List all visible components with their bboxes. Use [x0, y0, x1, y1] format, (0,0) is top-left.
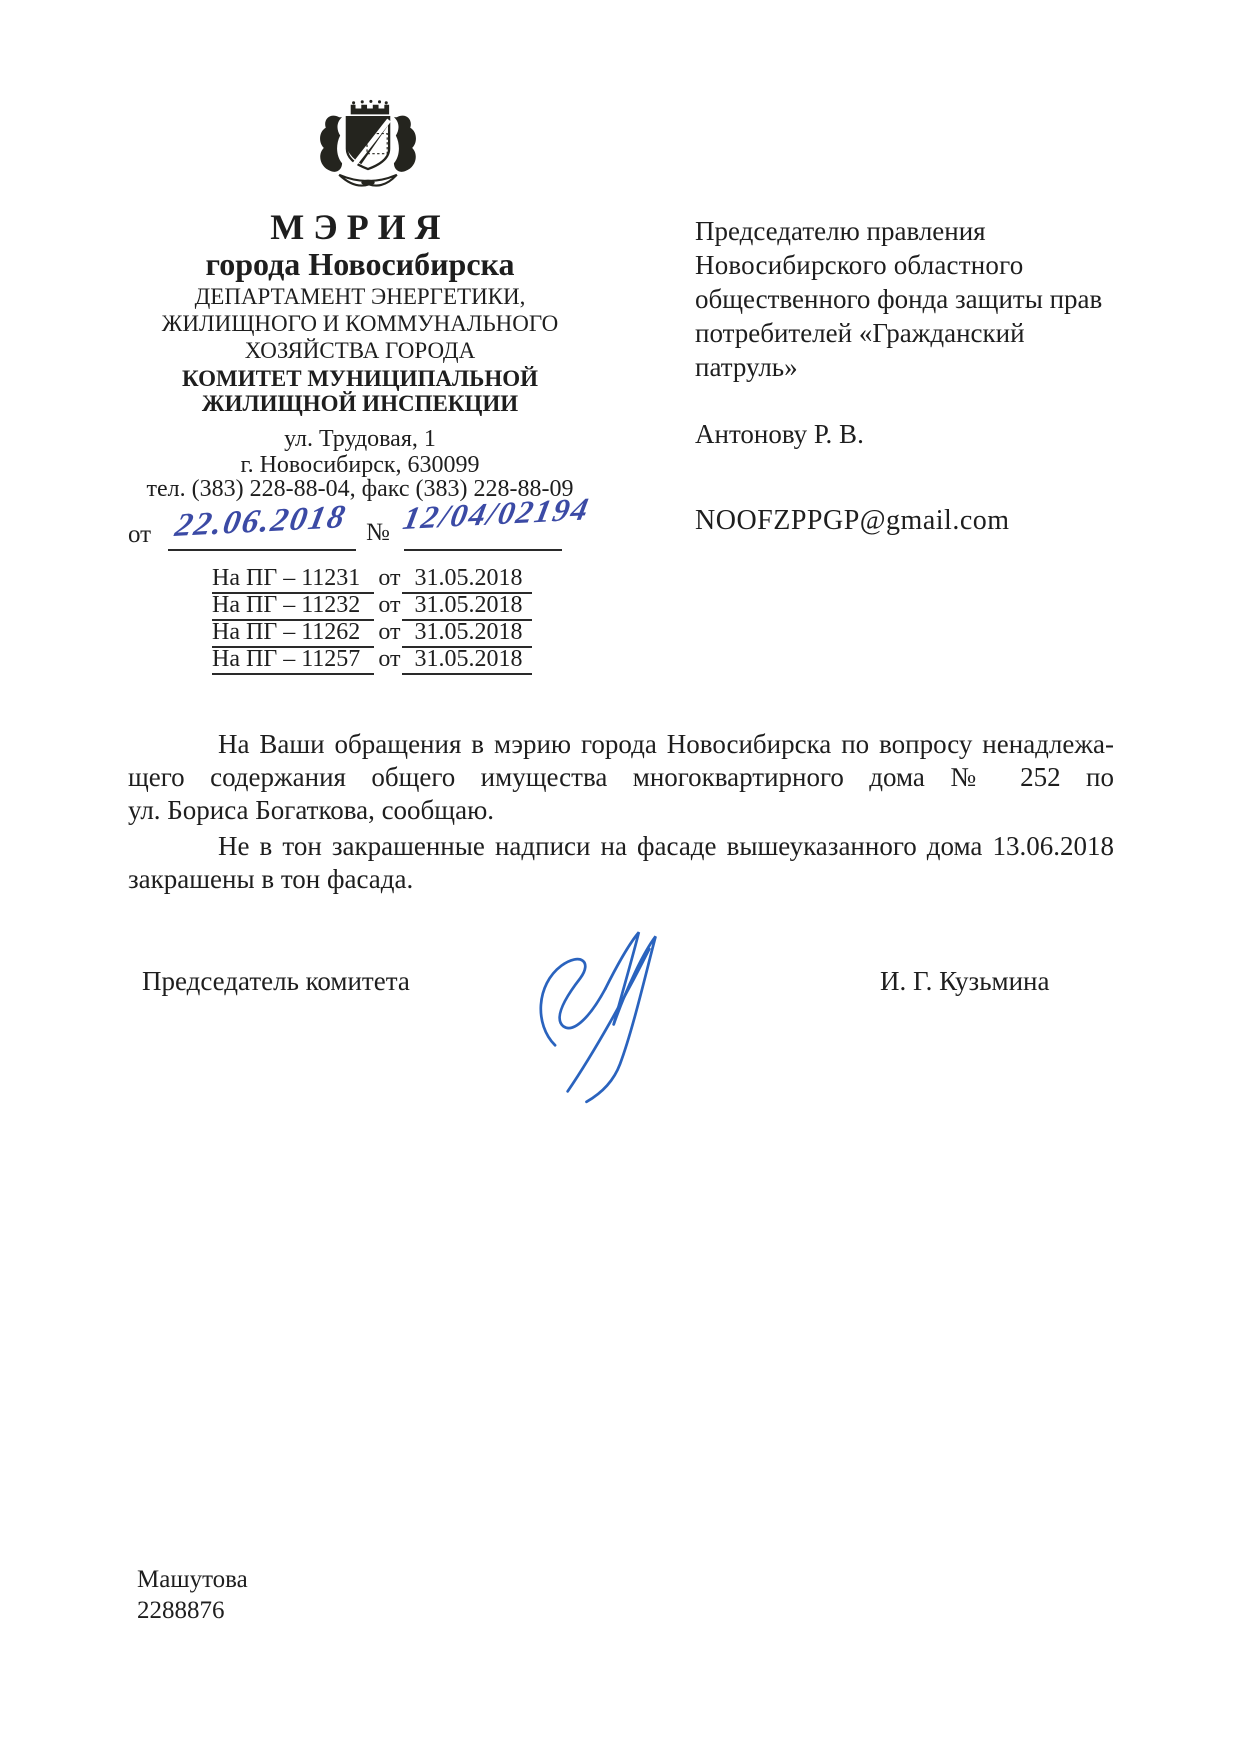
outgoing-date-label: от [128, 521, 152, 548]
handwritten-signature-icon [525, 928, 715, 1106]
reference-line [212, 592, 532, 619]
body-paragraph1-line1: На Ваши обращения в мэрию города Новосибирска по вопросу ненадлежа- [218, 729, 1114, 759]
reference-number: На ПГ – 11262 [212, 619, 374, 648]
body-paragraph2-line1: Не в тон закрашенные надписи на фасаде вышеуказанного дома 13.06.2018 [218, 831, 1114, 861]
addressee-title-line2: Новосибирского областного [695, 250, 1024, 280]
addressee-title-line1: Председателю правления [695, 216, 986, 246]
reference-from-label: от [378, 619, 401, 645]
body-paragraph2-line2: закрашены в тон фасада. [128, 864, 414, 894]
body-paragraph1-line3: ул. Бориса Богаткова, сообщаю. [128, 795, 494, 825]
reference-from-label: от [378, 646, 401, 672]
reference-line [212, 619, 532, 646]
outgoing-number-label: № [366, 519, 390, 546]
reference-number: На ПГ – 11232 [212, 592, 374, 621]
street-address: ул. Трудовая, 1 [284, 426, 436, 452]
addressee-title-line4: потребителей «Гражданский [695, 318, 1025, 348]
reference-date: 31.05.2018 [402, 592, 532, 621]
signer-position-title: Председатель комитета [142, 966, 410, 996]
reference-number: На ПГ – 11231 [212, 565, 374, 594]
addressee-title-line3: общественного фонда защиты прав [695, 284, 1103, 314]
committee-line2: ЖИЛИЩНОЙ ИНСПЕКЦИИ [201, 391, 519, 416]
addressee-email: NOOFZPPGP@gmail.com [695, 505, 1010, 536]
executor-phone: 2288876 [137, 1597, 225, 1624]
department-line1: ДЕПАРТАМЕНТ ЭНЕРГЕТИКИ, [194, 284, 526, 309]
novosibirsk-coat-of-arms-icon [310, 98, 426, 194]
signer-name: И. Г. Кузьмина [880, 966, 1050, 996]
committee-line1: КОМИТЕТ МУНИЦИПАЛЬНОЙ [181, 366, 539, 391]
addressee-title-line5: патруль» [695, 352, 798, 382]
addressee-name: Антонову Р. В. [695, 419, 864, 449]
reference-line [212, 646, 532, 673]
org-name-line2: города Новосибирска [205, 246, 515, 282]
reference-line [212, 565, 532, 592]
handwritten-outgoing-number: 12/04/02194 [400, 490, 594, 537]
department-line2: ЖИЛИЩНОГО И КОММУНАЛЬНОГО [161, 311, 559, 336]
reference-date: 31.05.2018 [402, 619, 532, 648]
phone-fax-line: тел. (383) 228-88-04, факс (383) 228-88-09 [146, 476, 574, 502]
executor-name: Машутова [137, 1566, 248, 1593]
handwritten-outgoing-date: 22.06.2018 [172, 499, 350, 545]
city-postal-code: г. Новосибирск, 630099 [240, 452, 480, 478]
reference-date: 31.05.2018 [402, 646, 532, 675]
outgoing-date-underline [168, 549, 356, 551]
outgoing-number-underline [404, 549, 562, 551]
reference-date: 31.05.2018 [402, 565, 532, 594]
reference-number: На ПГ – 11257 [212, 646, 374, 675]
org-name-line1: МЭРИЯ [270, 207, 450, 247]
body-paragraph1-line2: щего содержания общего имущества многоквартирного дома № 252 по [128, 762, 1114, 792]
reference-from-label: от [378, 565, 401, 591]
reference-from-label: от [378, 592, 401, 618]
department-line3: ХОЗЯЙСТВА ГОРОДА [244, 338, 476, 363]
